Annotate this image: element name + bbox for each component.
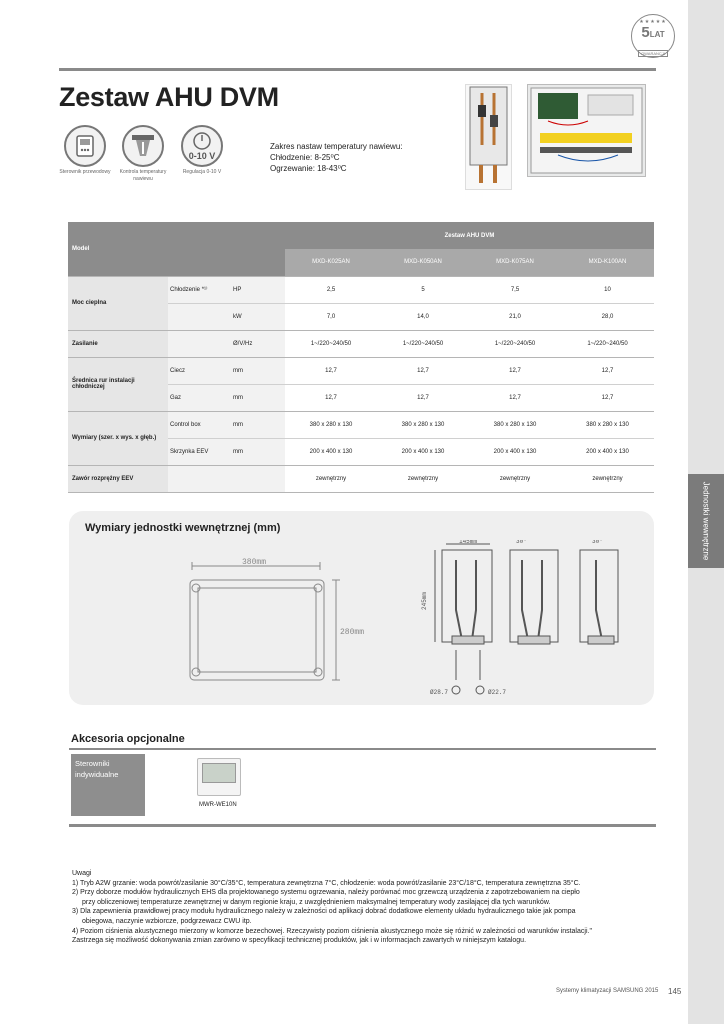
height-label: 280mm (340, 628, 365, 637)
cell-value: 14,0 (377, 303, 469, 330)
row-unit: HP (233, 276, 285, 303)
eev-height-label: 245mm (421, 591, 428, 610)
cell-value: 12,7 (469, 384, 561, 411)
accessories-category: Sterowniki indywidualne (71, 754, 145, 816)
table-row (68, 357, 654, 384)
cell-value: 1~/220~240/50 (377, 330, 469, 357)
note-item: przy obliczeniowej temperaturze zewnętrznej w danym regionie kraju, z uwzględnieniem maksymalnej temperatury wody zasilającej dla tych warunków. (82, 898, 551, 906)
feature-label: Regulacja 0-10 V (182, 169, 222, 175)
cell-value: 21,0 (469, 303, 561, 330)
cell-value: 10 (561, 276, 654, 303)
fan-temperature-icon (122, 125, 164, 167)
eev-rear-drawing (580, 550, 618, 644)
stars-icon: ★★★★★ (639, 19, 667, 25)
eev-side-drawing (510, 550, 558, 644)
accessories-divider (69, 748, 656, 750)
spec-table (68, 222, 654, 493)
row-label: Średnica rur instalacji chłodniczej (68, 357, 168, 411)
header-model-name: MXD-K050AN (377, 249, 469, 276)
accessories-title: Akcesoria opcjonalne (71, 733, 185, 745)
feature-controller (59, 125, 111, 176)
feature-label: Kontrola temperatury nawiewu (119, 169, 167, 182)
row-sublabel: Skrzynka EEV (168, 438, 233, 465)
row-unit: mm (233, 384, 285, 411)
cell-value: 200 x 400 x 130 (377, 438, 469, 465)
row-sublabel: Control box (168, 411, 233, 438)
cell-value: 12,7 (285, 384, 377, 411)
table-row (68, 465, 654, 492)
row-sublabel (168, 330, 233, 357)
eev-unit-photo (465, 84, 512, 190)
cell-value: 7,0 (285, 303, 377, 330)
note-item: 2) Przy doborze modułów hydraulicznych EHS dla projektowanego systemu ogrzewania, należy porównać moc grzewczą urządzenia z zapotrzebowaniem na ciepło (72, 889, 580, 897)
row-sublabel (168, 303, 233, 330)
warranty-badge (631, 14, 675, 58)
header-model-name: MXD-K025AN (285, 249, 377, 276)
temperature-range-text (270, 141, 403, 174)
row-label: Zawór rozprężny EEV (68, 465, 168, 492)
footer-text: Systemy klimatyzacji SAMSUNG 2015 (556, 988, 659, 994)
note-item: Zastrzega się możliwość dokonywania zmian zarówno w specyfikacji technicznej produktów, jak i w informacjach zawartych w niniejszym katalogu. (72, 937, 527, 945)
cell-value: 1~/220~240/50 (285, 330, 377, 357)
cell-value: 12,7 (285, 357, 377, 384)
page-number: 145 (668, 987, 682, 996)
table-row (68, 276, 654, 303)
accessory-model: MWR-WE10N (199, 802, 237, 808)
table-row (68, 330, 654, 357)
row-unit: mm (233, 411, 285, 438)
feature-temperature (117, 125, 169, 183)
row-unit: Ø/V/Hz (233, 330, 285, 357)
notes-heading: Uwagi (72, 870, 92, 877)
feature-label: Sterownik przewodowy (59, 169, 111, 175)
cell-value: 200 x 400 x 130 (561, 438, 654, 465)
pipe2-label: Ø22.7 (488, 689, 507, 696)
voltage-text: 0-10 V (188, 151, 216, 161)
control-box-photo (527, 84, 646, 177)
dimensions-drawing (150, 540, 650, 700)
cell-value: 380 x 280 x 130 (469, 411, 561, 438)
cell-value: zewnętrzny (285, 465, 377, 492)
controller-product-icon (197, 758, 241, 796)
cell-value: 200 x 400 x 130 (469, 438, 561, 465)
controller-screen (202, 763, 236, 783)
dimensions-title: Wymiary jednostki wewnętrznej (mm) (85, 522, 281, 534)
cell-value: 1~/220~240/50 (561, 330, 654, 357)
pipe1-label: Ø28.7 (430, 689, 449, 696)
width-label: 380mm (241, 558, 267, 567)
control-box-drawing (190, 562, 340, 680)
feature-voltage (176, 125, 228, 176)
eev-width-label: 145mm (458, 540, 478, 545)
note-item: 4) Poziom ciśnienia akustycznego mierzony w komorze bezechowej. Rzeczywisty poziom ciśnienia akustycznego może się różnić w zależności od warunków instalacji." (72, 927, 592, 935)
row-label: Moc cieplna (68, 276, 168, 330)
cell-value: 12,7 (377, 357, 469, 384)
range-cooling: Chłodzenie: 8-25⁰C (270, 153, 340, 162)
row-unit: mm (233, 438, 285, 465)
cell-value: 12,7 (377, 384, 469, 411)
section-tab (688, 474, 724, 568)
cell-value: 200 x 400 x 130 (285, 438, 377, 465)
cell-value: 380 x 280 x 130 (377, 411, 469, 438)
header-model: Model (68, 222, 168, 276)
header-model-name: MXD-K075AN (469, 249, 561, 276)
cell-value: 7,5 (469, 276, 561, 303)
row-sublabel: Chłodzenie *¹⁾ (168, 276, 233, 303)
cell-value: 5 (377, 276, 469, 303)
row-unit: kW (233, 303, 285, 330)
bottom-divider (69, 824, 656, 827)
cell-value: 2,5 (285, 276, 377, 303)
row-unit: mm (233, 357, 285, 384)
row-sublabel: Ciecz (168, 357, 233, 384)
range-heading: Zakres nastaw temperatury nawiewu: (270, 142, 403, 151)
warranty-label: GWARANCJI (638, 50, 668, 57)
cell-value: zewnętrzny (377, 465, 469, 492)
warranty-unit: LAT (649, 30, 665, 39)
angle1-label: 30° (516, 540, 527, 545)
eev-front-drawing (435, 544, 492, 694)
notes-block (72, 869, 662, 946)
top-divider (59, 68, 656, 71)
header-group: Zestaw AHU DVM (285, 222, 654, 249)
note-item: 3) Dla zapewnienia prawidłowej pracy modułu hydraulicznego należy w zależności od aplikacji dobrać dodatkowe elementy układu hydraulicznego takie jak pompa (72, 908, 576, 916)
range-heating: Ogrzewanie: 18-43⁰C (270, 164, 347, 173)
angle2-label: 30° (592, 540, 603, 545)
row-label: Zasilanie (68, 330, 168, 357)
cell-value: zewnętrzny (561, 465, 654, 492)
cell-value: 12,7 (469, 357, 561, 384)
note-item: 1) Tryb A2W grzanie: woda powrót/zasilanie 30°C/35°C, temperatura zewnętrzna 7°C, chłodzenie: woda powrót/zasilanie 23°C/18°C, temperatura zewnętrzna 35°C. (72, 879, 581, 887)
cell-value: 1~/220~240/50 (469, 330, 561, 357)
note-item: obiegowa, naczynie wzbiorcze, podgrzewacz CWU itp. (82, 917, 252, 925)
row-label: Wymiary (szer. x wys. x głęb.) (68, 411, 168, 465)
row-sublabel: Gaz (168, 384, 233, 411)
warranty-number: 5 (641, 24, 650, 41)
header-model-name: MXD-K100AN (561, 249, 654, 276)
cell-value: 12,7 (561, 357, 654, 384)
cell-value: 12,7 (561, 384, 654, 411)
cell-value: zewnętrzny (469, 465, 561, 492)
section-tab-label: Jednostki wewnętrzne (701, 481, 711, 561)
table-row (68, 411, 654, 438)
voltage-control-icon (181, 125, 223, 167)
page-title: Zestaw AHU DVM (59, 82, 279, 112)
controller-icon (64, 125, 106, 167)
cell-value: 380 x 280 x 130 (561, 411, 654, 438)
cell-value: 380 x 280 x 130 (285, 411, 377, 438)
cell-value: 28,0 (561, 303, 654, 330)
